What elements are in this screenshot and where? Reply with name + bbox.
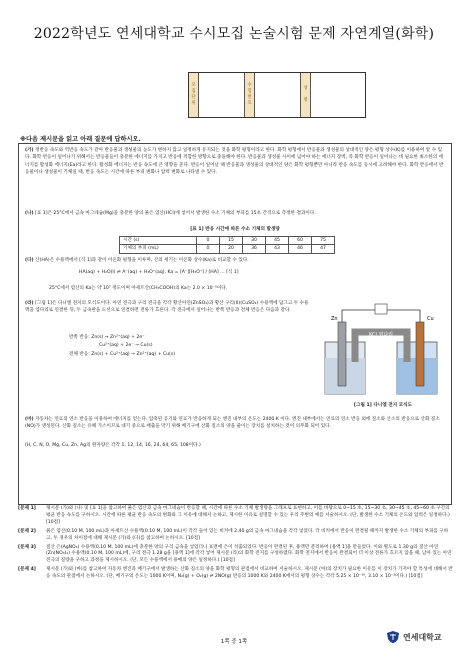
passage-ga: (가) 정반응 속도와 역반응 속도가 같아 반응물과 생성물의 농도가 변하지 않고 일정하게 유지되는 것을 화학 평형이라고 한다. 화학 평형에서 반응물과 생성물의 상대적인 양은 평형 상수(K)를 이용하여 알 수 있다. 화학 반응이 일어나기 위해서는 반응물들이 충분한 에너지를 가지고 반응에 적합한 방향으로 충돌해야 한다. 반응물과 생성물 사이에 넘어야 하는 에너지 장벽, 즉 화학 반응이 일어나는 데 필요한 최소한의 에너지를 활성화 에너지(Ea)라고 한다. 활성화 에너지는 반응 속도에 큰 영향을 준다. 반응이 일어날 때 반응물과 생성물의 상대적인 양은 화학 평형뿐만 아니라 반응 속도를 동시에 고려해야 한다. 화학 반응에서 반응물이나 생성물이 기체일 때, 반응 속도는 시간에 따른 부피 변화나 압력 변화로 나타낼 수 있다.: [25, 148, 444, 176]
anode-label: Zn: [331, 316, 338, 322]
equation-1: HA(aq) + H₂O(l) ⇌ A⁻(aq) + H₃O⁺(aq), Ka = [A⁻][H₃O⁺] / [HA] … [식 1]: [79, 270, 239, 275]
overall-reaction: 전체 반응: Zn(s) + Cu²⁺(aq) → Zn²⁺(aq) + Cu(s): [69, 352, 176, 357]
field-unit-label: 모 집 단 위: [189, 73, 199, 117]
atomic-masses-note: (H, C, N, O, Mg, Cu, Zn, Ag의 원자량은 각각 1, 12, 14, 16, 24, 64, 65, 108이다.): [25, 443, 201, 448]
passage-box: [18, 143, 452, 505]
daniell-cell-figure: [321, 302, 441, 404]
field-name-input[interactable]: [311, 73, 356, 117]
logo-text: 연세대학교: [403, 632, 442, 642]
university-logo: [386, 630, 442, 644]
field-name: [301, 73, 356, 117]
question-list: [18, 506, 454, 583]
page-title: 2022학년도 연세대학교 수시모집 논술시험 문제 자연계열(화학): [33, 26, 435, 42]
table-row: 시간 (s) 0 15 30 45 60 75: [120, 237, 335, 245]
passage-ma: (마) 자동차는 연료의 연소 반응을 이용하여 에너지를 얻는다. 압축된 공기와 연료가 반응하게 되는 엔진 내부의 온도는 2400 K 이다. 엔진 내부에서는 연료의 연소 반응 외에 질소와 산소의 반응으로 산화 질소(NO)가 생성된다. 산화 질소는 유해 가스이므로 대기 중으로 배출을 막기 위해 배기구에 산화 질소의 양을 줄이는 장치를 설치하는 것이 의무화 되어 있다.: [25, 417, 440, 430]
passage-ra: (라) [그림 1]은 다니엘 전지의 모식도이다. 아연 전극과 구리 전극을 각각 황산아연(ZnSO₄)과 황산 구리(II)(CuSO₄) 수용액에 담그고 두 수용액을 염다리로 연결한 뒤, 두 금속판을 도선으로 연결하면 전류가 흐른다. 각 전극에서 일어나는 반쪽 반응과 전체 반응은 다음과 같다.: [25, 301, 309, 314]
ka-note: 25°C에서 염산의 Ka는 약 10⁷ 정도이며 아세트산(CH₃COOH)의 Ka는 2.0 × 10⁻⁵이다.: [49, 286, 228, 291]
salt-bridge-label: KCl 염다리: [369, 332, 393, 338]
cathode-label: Cu: [427, 316, 434, 322]
field-exam-number-input[interactable]: [255, 73, 301, 117]
table-row: 기체의 부피 (mL) 0 20 36 43 46 47: [120, 245, 335, 253]
reaction-table: [119, 236, 335, 254]
field-name-label: 성 명: [301, 73, 311, 117]
field-unit: [189, 73, 245, 117]
question-3: [문제 3] 질산 은(AgNO₃) 수용액(0.10 M, 100 mL)에 충분한 양의 구리 금속을 넣었더니 표면에 은이 석출되었다. 반응이 완결된 후, 용액만 분리하여 [용액 1]을 만들었다. 이와 별도로 1.30 g의 질산 아연(Zn(NO₃)₂) 수용액(0.10 M, 100 mL)에, 구리 전극 1.28 g을 [용액 1]에 각각 넣어 제시문 (라)의 화학 전지를 구성하였다. 화학 전지에서 반응이 완결되어 더 이상 전류가 흐르지 않을 때, 남아 있는 아연 전극의 질량을 구하고 과정을 제시하시오. (단, 모든 수용액에서 용매의 양은 일정하다.) [10점]: [18, 544, 452, 564]
figure-caption: [그림 1] 다니엘 전지 모식도: [353, 403, 413, 408]
instructions: ※다음 제시문을 읽고 아래 질문에 답하시오.: [20, 136, 141, 143]
passage-da: (다) 산(HA)은 수용액에서 [식 1]과 같이 이온화 평형을 이루며, 산의 세기는 이온화 상수(Ka)로 비교할 수 있다.: [25, 258, 249, 263]
shield-icon: [386, 630, 400, 644]
question-2: [문제 2] 묽은 염산(0.10 M, 100 mL)과 아세트산 수용액(0.10 M, 100 mL)이 각각 들어 있는 비커에 2.40 g의 금속 마그네슘을 각각 넣었다. 각 비커에서 반응이 완결될 때까지 발생한 수소 기체의 부피를 구하고, 두 경우의 차이점에 대해 제시문 (가)와 (다)를 참고하여 논하시오. [10점]: [18, 528, 449, 541]
table-title: [표 1] 반응 시간에 따른 수소 기체의 발생량: [190, 227, 280, 232]
field-exam-number-label: 수 험 번 호: [245, 73, 255, 117]
exam-info-box: [188, 72, 366, 118]
page-number: 1쪽 중 1쪽: [220, 639, 248, 645]
half-reaction-2: Cu²⁺(aq) + 2e⁻ → Cu(s): [99, 343, 153, 348]
field-unit-input[interactable]: [199, 73, 245, 117]
question-1: [문제 1] 제시문 (가)와 (나) 및 [표 1]을 참고하여 묽은 염산과 금속 마그네슘이 반응할 때, 시간에 따른 수소 기체 발생량을 그래프로 표현하고, 이를 바탕으로 0~15 초, 15~30 초, 30~45 초, 45~60 초 구간의 평균 반응 속도를 구하시오. 시간에 따른 평균 반응 속도의 변화와 그 이유에 대해서 논하고, 제시한 이유로 설명할 수 있는 우리 주변의 예를 서술하시오. (단, 발생한 수소 기체의 온도와 압력은 일정하다.) [10점]: [18, 506, 450, 525]
field-exam-number: [245, 73, 301, 117]
passage-na: (나) [표 1]은 25°C에서 금속 마그네슘(Mg)을 충분한 양의 묽은 염산(HCl)에 넣어서 발생한 수소 기체의 부피를 15초 간격으로 측정한 결과이다.: [25, 211, 316, 216]
half-reaction-1: 반쪽 반응: Zn(s) → Zn²⁺(aq) + 2e⁻: [69, 335, 145, 340]
question-4: [문제 4] 제시문 (가)와 (마)를 참고하여 자동차 엔진과 배기구에서 발생하는 산화 질소의 양을 화학 평형의 관점에서 비교하여 서술하시오. 제시문 (마)의 장치가 필요한 이유를 이 장치가 가져야 할 특성에 대해서 반응 속도의 관점에서 논하시오. (단, 배기구의 온도는 1000 K이며, N₂(g) + O₂(g) ⇌ 2NO(g) 반응의 1000 K와 2400 K에서의 평형 상수는 각각 5.25 × 10⁻¹⁰, 3.10 × 10⁻³이다.) [10점]: [18, 567, 453, 580]
